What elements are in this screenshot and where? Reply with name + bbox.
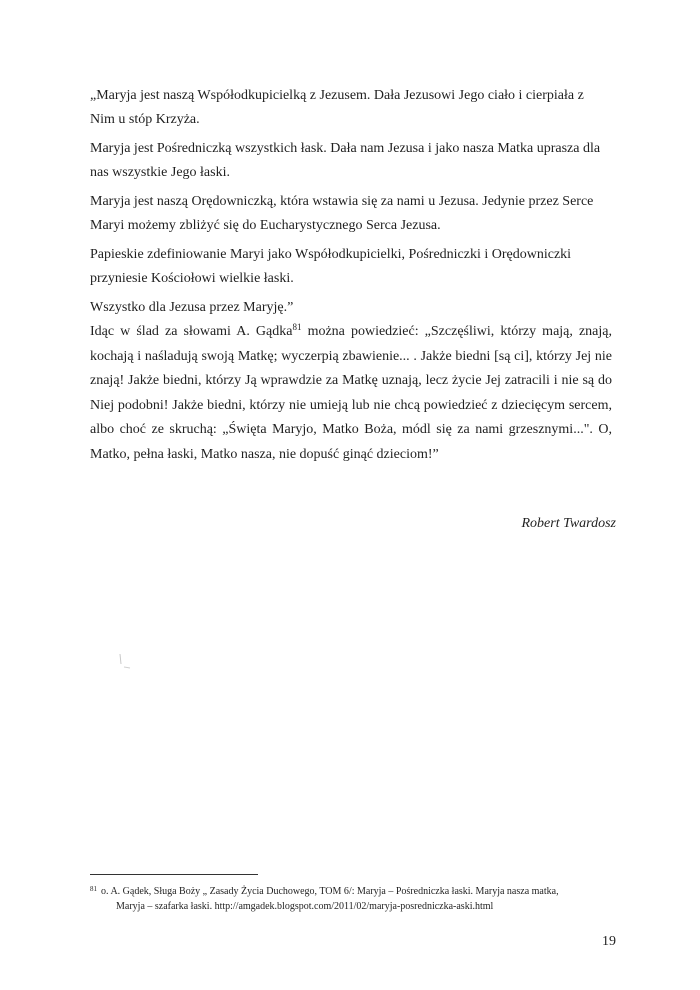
quote-block [90,84,610,325]
body-paragraph [90,320,612,467]
quote-paragraph-2: Maryja jest Pośredniczką wszystkich łask. Dała nam Jezusa i jako nasza Matka uprasza dla nas wszystkie Jego łaski. [90,141,601,180]
page-number: 19 [602,934,616,949]
footnote [90,882,618,914]
body-text-rest: można powiedzieć: „Szczęśliwi, którzy mają, znają, kochają i naśladują swoją Matkę; wyczerpią zbawienie... . Jakże biedni [są ci], którzy Jej nie znają! Jakże biedni, którzy Ją wprawdzie za Matkę uznają, lecz życie Jej zatracili i nie są do Niej podobni! Jakże biedni, którzy nie umieją lub nie chcą powiedzieć z dziecięcym sercem, albo choć ze skruchą: „Święta Maryjo, Matko Boża, módl się za nami grzesznymi...". O, Matko, pełna łaski, Matko nasza, nie dopuść ginąć dzieciom!” [90,324,613,462]
footnote-reference[interactable]: 81 [292,322,302,332]
footnote-line-2[interactable]: Maryja – szafarka łaski. http://amgadek.blogspot.com/2011/02/maryja-posredniczka-aski.html [116,901,494,912]
body-text-start: Idąc w ślad za słowami A. Gądka [90,324,293,339]
author-signature: Robert Twardosz [521,516,616,531]
footnote-separator [90,874,258,875]
footnote-line-1: o. A. Gądek, Sługa Boży „ Zasady Życia Duchowego, TOM 6/: Maryja – Pośredniczka łaski. Maryja nasza matka, [101,886,559,897]
quote-paragraph-5: Wszystko dla Jezusa przez Maryję.” [90,300,294,315]
quote-paragraph-1: „Maryja jest naszą Współodkupicielką z Jezusem. Dała Jezusowi Jego ciało i cierpiała z Nim u stóp Krzyża. [90,88,584,127]
footnote-number: 81 [90,885,97,893]
quote-paragraph-3: Maryja jest naszą Orędowniczką, która wstawia się za nami u Jezusa. Jedynie przez Serce Maryi możemy zbliżyć się do Eucharystycznego Serca Jezusa. [90,194,594,233]
scan-mark [118,652,132,670]
quote-paragraph-4: Papieskie zdefiniowanie Maryi jako Współodkupicielki, Pośredniczki i Orędowniczki przyniesie Kościołowi wielkie łaski. [90,247,572,286]
